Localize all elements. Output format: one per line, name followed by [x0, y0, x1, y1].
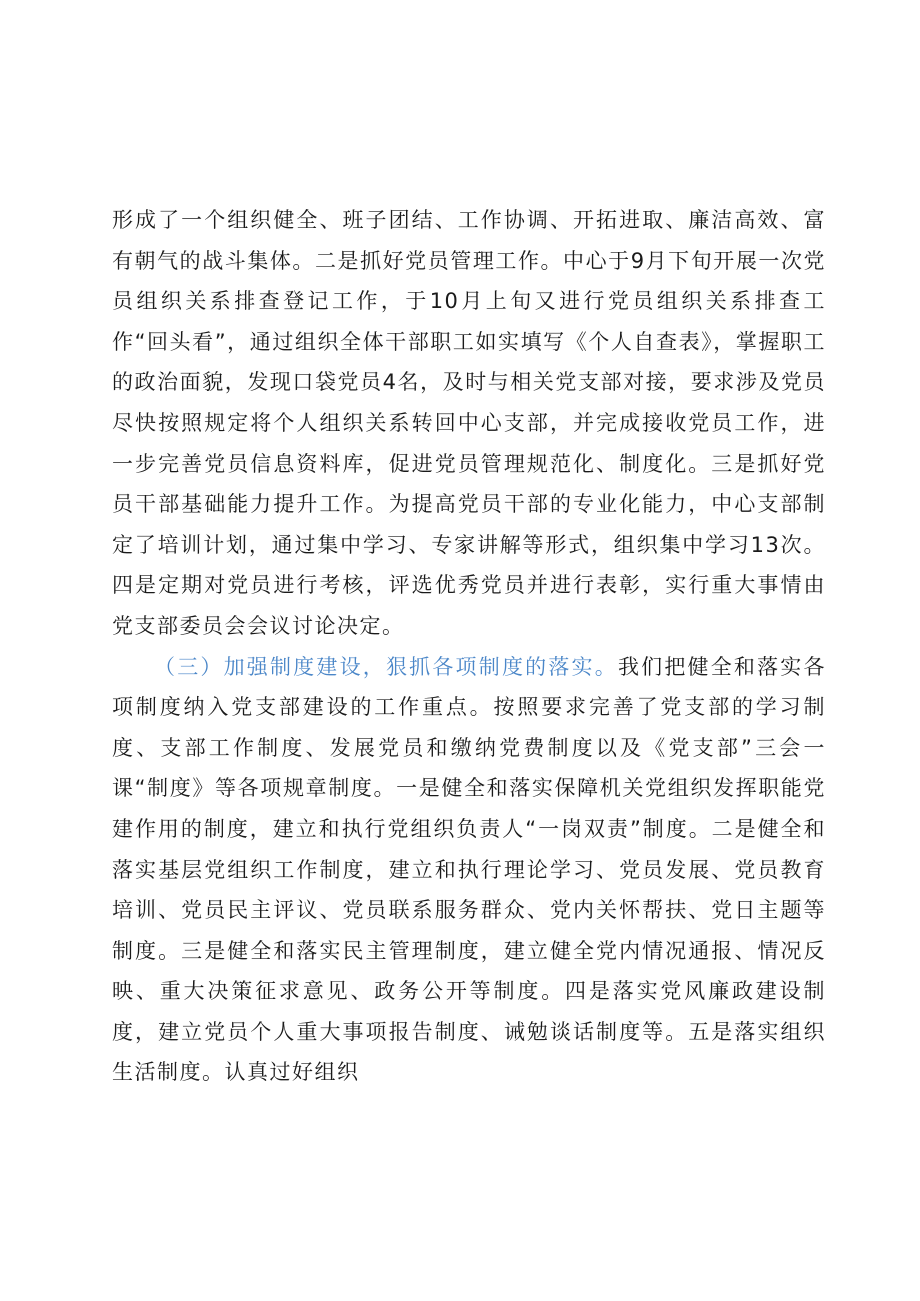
document-body	[112, 200, 826, 1093]
body-paragraph-1: 形成了一个组织健全、班子团结、工作协调、开拓进取、廉洁高效、富有朝气的战斗集体。二是抓好党员管理工作。中心于9月下旬开展一次党员组织关系排查登记工作，于10月上旬又进行党员组织关系排查工作“回头看”，通过组织全体干部职工如实填写《个人自查表》，掌握职工的政治面貌，发现口袋党员4名，及时与相关党支部对接，要求涉及党员尽快按照规定将个人组织关系转回中心支部，并完成接收党员工作，进一步完善党员信息资料库，促进党员管理规范化、制度化。三是抓好党员干部基础能力提升工作。为提高党员干部的专业化能力，中心支部制定了培训计划，通过集中学习、专家讲解等形式，组织集中学习13次。四是定期对党员进行考核，评选优秀党员并进行表彰，实行重大事情由党支部委员会会议讨论决定。	[112, 208, 826, 638]
paragraph-2-text: 我们把健全和落实各项制度纳入党支部建设的工作重点。按照要求完善了党支部的学习制度、支部工作制度、发展党员和缴纳党费制度以及《党支部”三会一课“制度》等各项规章制度。一是健全和落实保障机关党组织发挥职能党建作用的制度，建立和执行党组织负责人“一岗双责”制度。二是健全和落实基层党组织工作制度，建立和执行理论学习、党员发展、党员教育培训、党员民主评议、党员联系服务群众、党内关怀帮扶、党日主题等制度。三是健全和落实民主管理制度，建立健全党内情况通报、情况反映、重大决策征求意见、政务公开等制度。四是落实党风廉政建设制度，建立党员个人重大事项报告制度、诫勉谈话制度等。五是落实组织生活制度。认真过好组织	[112, 654, 827, 1085]
section-heading: （三）加强制度建设，狠抓各项制度的落实。	[154, 654, 618, 679]
body-paragraph-2	[112, 647, 826, 1094]
